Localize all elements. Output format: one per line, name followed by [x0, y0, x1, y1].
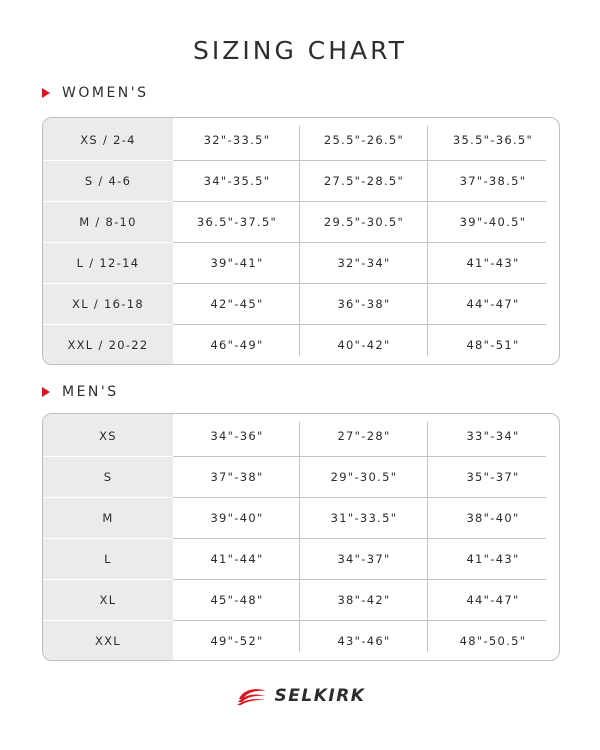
column-divider	[299, 422, 300, 652]
brand-logo	[0, 685, 600, 707]
table-row	[43, 243, 559, 284]
table-row	[43, 580, 559, 621]
row-divider	[43, 160, 173, 161]
row-divider	[43, 242, 173, 243]
measurement-cell: 48"-50.5"	[459, 634, 527, 648]
row-divider	[173, 497, 546, 498]
row-divider	[173, 456, 546, 457]
womens-heading: WOMEN'S	[62, 85, 149, 101]
measurement-cell: 38"-42"	[337, 593, 391, 607]
table-row	[43, 161, 559, 202]
measurement-cell: 32"-33.5"	[203, 133, 271, 147]
row-divider	[43, 497, 173, 498]
row-divider	[173, 579, 546, 580]
measurement-cell: 41"-43"	[466, 256, 520, 270]
mens-section-header	[42, 384, 119, 400]
measurement-cell: 25.5"-26.5"	[323, 133, 405, 147]
measurement-cell: 49"-52"	[210, 634, 264, 648]
table-row	[43, 202, 559, 243]
measurement-cell: 37"-38"	[210, 470, 264, 484]
size-label: XXL / 20-22	[67, 338, 149, 352]
table-row	[43, 457, 559, 498]
womens-section-header	[42, 85, 149, 101]
table-row	[43, 498, 559, 539]
measurement-cell: 35"-37"	[466, 470, 520, 484]
measurement-cell: 42"-45"	[210, 297, 264, 311]
table-row	[43, 539, 559, 580]
size-label: M	[102, 511, 114, 525]
size-label: S	[103, 470, 113, 484]
measurement-cell: 36"-38"	[337, 297, 391, 311]
womens-size-table	[42, 117, 560, 365]
measurement-cell: 35.5"-36.5"	[452, 133, 534, 147]
measurement-cell: 34"-35.5"	[203, 174, 271, 188]
row-divider	[173, 324, 546, 325]
row-divider	[43, 324, 173, 325]
measurement-cell: 29"-30.5"	[330, 470, 398, 484]
size-label: XL	[99, 593, 117, 607]
row-divider	[173, 242, 546, 243]
measurement-cell: 34"-36"	[210, 429, 264, 443]
size-label: L	[104, 552, 112, 566]
measurement-cell: 33"-34"	[466, 429, 520, 443]
brand-wordmark: SELKIRK	[274, 686, 366, 706]
mens-heading: MEN'S	[62, 384, 119, 400]
measurement-cell: 48"-51"	[466, 338, 520, 352]
table-row	[43, 284, 559, 325]
size-label: S / 4-6	[84, 174, 132, 188]
measurement-cell: 41"-43"	[466, 552, 520, 566]
column-divider	[427, 422, 428, 652]
measurement-cell: 44"-47"	[466, 297, 520, 311]
measurement-cell: 44"-47"	[466, 593, 520, 607]
column-divider	[299, 126, 300, 356]
measurement-cell: 32"-34"	[337, 256, 391, 270]
table-row	[43, 120, 559, 161]
red-arrow-icon	[42, 88, 50, 98]
measurement-cell: 40"-42"	[337, 338, 391, 352]
measurement-cell: 29.5"-30.5"	[323, 215, 405, 229]
measurement-cell: 34"-37"	[337, 552, 391, 566]
measurement-cell: 45"-48"	[210, 593, 264, 607]
row-divider	[173, 538, 546, 539]
size-label: XS	[99, 429, 117, 443]
table-row	[43, 416, 559, 457]
measurement-cell: 27.5"-28.5"	[323, 174, 405, 188]
row-divider	[43, 620, 173, 621]
measurement-cell: 39"-40"	[210, 511, 264, 525]
measurement-cell: 43"-46"	[337, 634, 391, 648]
row-divider	[43, 456, 173, 457]
measurement-cell: 27"-28"	[337, 429, 391, 443]
column-divider	[427, 126, 428, 356]
row-divider	[173, 620, 546, 621]
page-title: SIZING CHART	[193, 36, 407, 65]
mens-size-table	[42, 413, 560, 661]
measurement-cell: 41"-44"	[210, 552, 264, 566]
measurement-cell: 37"-38.5"	[459, 174, 527, 188]
size-label: L / 12-14	[76, 256, 140, 270]
row-divider	[43, 538, 173, 539]
table-row	[43, 621, 559, 661]
measurement-cell: 31"-33.5"	[330, 511, 398, 525]
row-divider	[43, 201, 173, 202]
size-label: XS / 2-4	[80, 133, 136, 147]
row-divider	[173, 160, 546, 161]
selkirk-swoosh-icon	[235, 685, 269, 707]
red-arrow-icon	[42, 387, 50, 397]
measurement-cell: 39"-40.5"	[459, 215, 527, 229]
measurement-cell: 38"-40"	[466, 511, 520, 525]
row-divider	[173, 283, 546, 284]
measurement-cell: 46"-49"	[210, 338, 264, 352]
measurement-cell: 39"-41"	[210, 256, 264, 270]
table-row	[43, 325, 559, 365]
row-divider	[43, 579, 173, 580]
row-divider	[173, 201, 546, 202]
size-label: XXL	[94, 634, 122, 648]
measurement-cell: 36.5"-37.5"	[196, 215, 278, 229]
row-divider	[43, 283, 173, 284]
size-label: M / 8-10	[79, 215, 137, 229]
size-label: XL / 16-18	[72, 297, 144, 311]
